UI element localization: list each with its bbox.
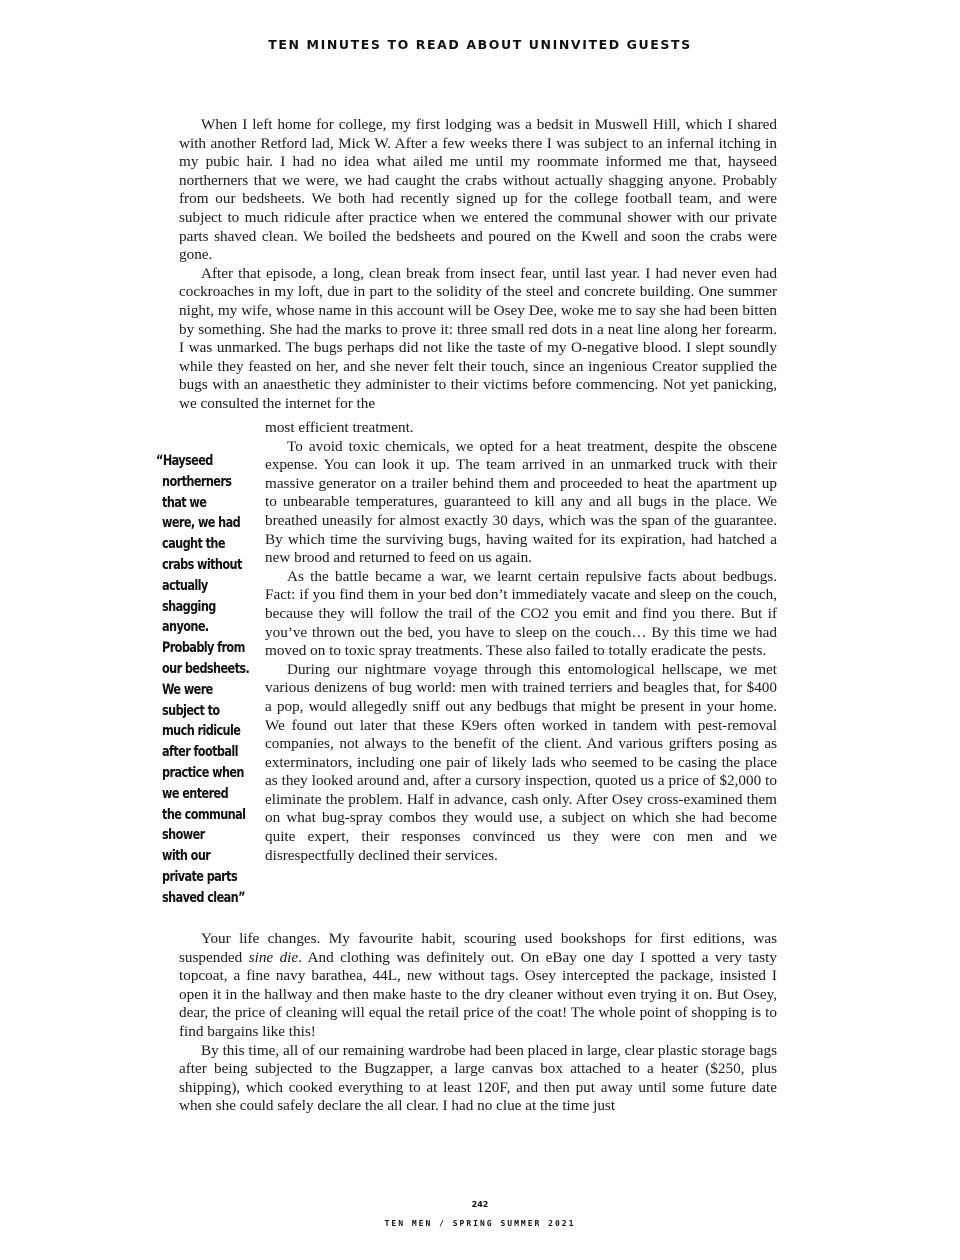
pull-quote-line: We were <box>162 680 213 698</box>
pull-quote-line: shagging <box>162 597 216 615</box>
page-number: 242 <box>471 1200 489 1209</box>
paragraph-2-continued: most efficient treatment. <box>265 419 414 436</box>
pull-quote-line: caught the <box>162 535 225 553</box>
pull-quote-line: crabs without <box>162 555 242 573</box>
paragraph-5: During our nightmare voyage through this entomological hellscape, we met various denizens of bug world: men with trained terriers and beagles that, for $400 a pop, would allegedly sniff out any bedbugs that might be present in your home. We found out later that these K9ers often worked in tandem with pest-removal companies, not always to the benefit of the client. And various grifters posing as exterminators, including one pair of likely lads who seemed to be casing the place as they looked around and, after a cursory inspection, quoted us a price of $2,000 to eliminate the problem. Half in advance, cash only. After Osey cross-examined them on what bug-spray combos they would use, a subject on which she had become quite expert, their responses convinced us they were con men and we disrespectfully declined their services. <box>265 660 777 864</box>
article-body-bottom <box>179 930 777 1116</box>
pull-quote-line: our bedsheets. <box>162 659 250 677</box>
italic-phrase: sine die <box>248 948 299 966</box>
pull-quote-line: subject to <box>162 701 220 719</box>
pull-quote-line: after football <box>162 743 238 761</box>
pull-quote-line: were, we had <box>162 514 241 532</box>
article-body-middle <box>265 419 777 865</box>
pull-quote-line: shaved clean” <box>162 888 245 906</box>
pull-quote-line: shower <box>162 826 205 844</box>
pull-quote-line: much ridicule <box>162 722 241 740</box>
paragraph-7: By this time, all of our remaining wardrobe had been placed in large, clear plastic storage bags after being subjected to the Bugzapper, a large canvas box attached to a heater ($250, plus shipping), which cooked everything to at least 120F, and then put away until some future date when she could safely declare the all clear. I had no clue at the time just <box>179 1041 777 1115</box>
paragraph-6-start: Your life changes. My favourite habit, scouring used bookshops for first editions, was suspended <box>179 930 777 966</box>
paragraph-4: As the battle became a war, we learnt certain repulsive facts about bedbugs. Fact: if you find them in your bed don’t immediately vacate and sleep on the couch, because they will follow the trail of the CO2 you emit and find you there. But if you’ve thrown out the bed, you have to sleep on the couch… By this time we had moved on to toxic spray treatments. These also failed to totally eradicate the pests. <box>265 567 777 660</box>
pull-quote-line: the communal <box>162 805 246 823</box>
pull-quote <box>156 451 250 909</box>
article-body-top <box>179 116 777 414</box>
paragraph-6 <box>179 930 777 1042</box>
pull-quote-line: with our <box>162 847 211 865</box>
pull-quote-line: northerners <box>162 472 232 490</box>
paragraph-2: After that episode, a long, clean break from insect fear, until last year. I had never even had cockroaches in my loft, due in part to the solidity of the steel and concrete building. One summer night, my wife, whose name in this account will be Osey Dee, woke me to say she had been bitten by something. She had the marks to prove it: three small red dots in a neat line along her forearm. I was unmarked. The bugs perhaps did not like the taste of my O-negative blood. I slept soundly while they feasted on her, and she never felt their touch, since an ingenious Creator supplied the bugs with an anaesthetic they administer to their victims before commencing. Not yet panicking, we consulted the internet for the <box>179 264 777 412</box>
running-header: TEN MINUTES TO READ ABOUT UNINVITED GUESTS <box>268 37 692 52</box>
pull-quote-line: we entered <box>162 784 229 802</box>
paragraph-3: To avoid toxic chemicals, we opted for a heat treatment, despite the obscene expense. You can look it up. The team arrived in an unmarked truck with their massive generator on a trailer behind them and proceeded to heat the apartment up to unbearable temperatures, guaranteed to kill any and all bugs in the place. We breathed uneasily for almost exactly 30 days, which was the span of the guarantee. By which time the surviving bugs, having waited for its expiration, had hatched a new brood and returned to feed on us again. <box>265 437 777 567</box>
pull-quote-line: actually <box>162 576 208 594</box>
pull-quote-line: anyone. <box>162 618 209 636</box>
paragraph-6-end: . And clothing was definitely out. On eBay one day I spotted a very tasty topcoat, a fine navy barathea, 44L, new without tags. Osey intercepted the package, insisted I open it in the hallway and then make haste to the dry cleaner without even trying it on. But Osey, dear, the price of cleaning will equal the retail price of the coat! The whole point of shopping is to find bargains like this! <box>179 948 777 1040</box>
publication-footer: TEN MEN / SPRING SUMMER 2021 <box>384 1219 576 1228</box>
pull-quote-line: Probably from <box>162 639 245 657</box>
pull-quote-line: “Hayseed <box>156 452 213 469</box>
pull-quote-line: private parts <box>162 867 238 885</box>
paragraph-1: When I left home for college, my first lodging was a bedsit in Muswell Hill, which I shared with another Retford lad, Mick W. After a few weeks there I was subject to an infernal itching in my pubic hair. I had no idea what ailed me until my roommate informed me that, hayseed northerners that we were, we had caught the crabs without actually shagging anyone. Probably from our bedsheets. We both had recently signed up for the college football team, and were subject to much ridicule after practice when we entered the communal shower with our private parts shaved clean. We boiled the bedsheets and poured on the Kwell and soon the crabs were gone. <box>179 116 777 264</box>
pull-quote-line: practice when <box>162 763 244 781</box>
pull-quote-line: that we <box>162 493 207 511</box>
